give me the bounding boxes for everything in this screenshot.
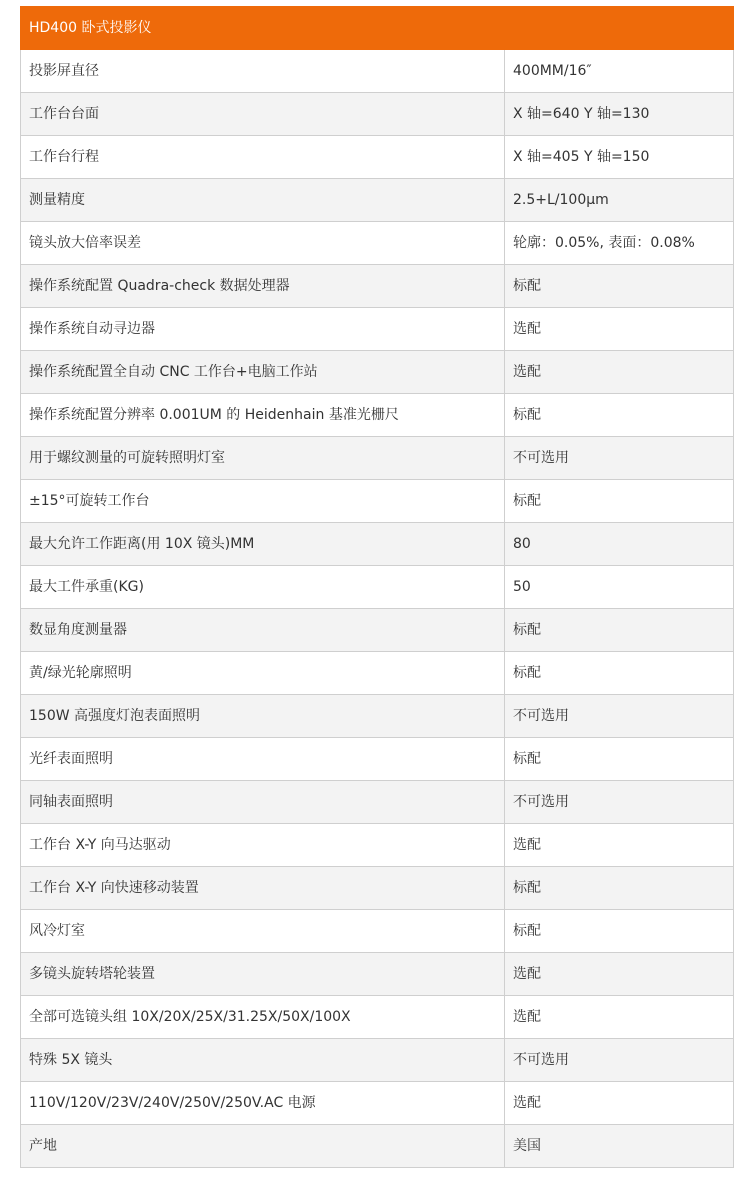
spec-value-cell: 标配: [505, 394, 734, 437]
table-row: [21, 996, 734, 1039]
spec-name-cell: 全部可选镜头组 10X/20X/25X/31.25X/50X/100X: [21, 996, 505, 1039]
spec-value-cell: X 轴=405 Y 轴=150: [505, 136, 734, 179]
spec-value-cell: 选配: [505, 1082, 734, 1125]
spec-value-cell: 标配: [505, 652, 734, 695]
spec-name-cell: 110V/120V/23V/240V/250V/250V.AC 电源: [21, 1082, 505, 1125]
spec-name-cell: 操作系统配置 Quadra-check 数据处理器: [21, 265, 505, 308]
spec-value-cell: 美国: [505, 1125, 734, 1168]
spec-value-cell: 选配: [505, 953, 734, 996]
table-row: [21, 437, 734, 480]
table-row: [21, 1125, 734, 1168]
spec-value-cell: 400MM/16″: [505, 50, 734, 93]
table-row: [21, 523, 734, 566]
table-header-row: [21, 7, 734, 50]
spec-value-cell: 标配: [505, 609, 734, 652]
table-row: [21, 781, 734, 824]
spec-name-cell: 投影屏直径: [21, 50, 505, 93]
table-row: [21, 308, 734, 351]
spec-name-cell: 风冷灯室: [21, 910, 505, 953]
spec-value-cell: 标配: [505, 480, 734, 523]
spec-value-cell: 选配: [505, 351, 734, 394]
spec-name-cell: 工作台行程: [21, 136, 505, 179]
spec-name-cell: 镜头放大倍率误差: [21, 222, 505, 265]
spec-name-cell: 特殊 5X 镜头: [21, 1039, 505, 1082]
spec-name-cell: 操作系统配置全自动 CNC 工作台+电脑工作站: [21, 351, 505, 394]
table-row: [21, 179, 734, 222]
spec-value-cell: 2.5+L/100μm: [505, 179, 734, 222]
spec-name-cell: 产地: [21, 1125, 505, 1168]
table-row: [21, 394, 734, 437]
spec-name-cell: 多镜头旋转塔轮装置: [21, 953, 505, 996]
spec-value-cell: 80: [505, 523, 734, 566]
spec-value-cell: 50: [505, 566, 734, 609]
table-row: [21, 351, 734, 394]
spec-name-cell: ±15°可旋转工作台: [21, 480, 505, 523]
spec-value-cell: 标配: [505, 910, 734, 953]
spec-value-cell: 不可选用: [505, 695, 734, 738]
spec-name-cell: 数显角度测量器: [21, 609, 505, 652]
table-row: [21, 652, 734, 695]
table-row: [21, 910, 734, 953]
table-title: HD400 卧式投影仪: [21, 7, 734, 50]
table-row: [21, 136, 734, 179]
spec-table: [20, 6, 734, 1168]
spec-value-cell: 选配: [505, 824, 734, 867]
table-row: [21, 50, 734, 93]
table-row: [21, 609, 734, 652]
spec-name-cell: 150W 高强度灯泡表面照明: [21, 695, 505, 738]
spec-name-cell: 工作台 X-Y 向马达驱动: [21, 824, 505, 867]
spec-value-cell: 标配: [505, 265, 734, 308]
spec-value-cell: 标配: [505, 867, 734, 910]
spec-name-cell: 最大允许工作距离(用 10X 镜头)MM: [21, 523, 505, 566]
table-row: [21, 1082, 734, 1125]
spec-table-body: [21, 7, 734, 1168]
spec-name-cell: 操作系统自动寻边器: [21, 308, 505, 351]
spec-name-cell: 操作系统配置分辨率 0.001UM 的 Heidenhain 基准光栅尺: [21, 394, 505, 437]
spec-value-cell: 选配: [505, 996, 734, 1039]
table-row: [21, 738, 734, 781]
spec-value-cell: 标配: [505, 738, 734, 781]
spec-value-cell: 不可选用: [505, 437, 734, 480]
spec-value-cell: 不可选用: [505, 781, 734, 824]
spec-name-cell: 黄/绿光轮廓照明: [21, 652, 505, 695]
spec-value-cell: 不可选用: [505, 1039, 734, 1082]
spec-value-cell: 轮廓：0.05%, 表面：0.08%: [505, 222, 734, 265]
spec-name-cell: 用于螺纹测量的可旋转照明灯室: [21, 437, 505, 480]
spec-name-cell: 工作台 X-Y 向快速移动装置: [21, 867, 505, 910]
spec-name-cell: 测量精度: [21, 179, 505, 222]
spec-value-cell: 选配: [505, 308, 734, 351]
table-row: [21, 824, 734, 867]
table-row: [21, 265, 734, 308]
spec-value-cell: X 轴=640 Y 轴=130: [505, 93, 734, 136]
table-row: [21, 695, 734, 738]
table-row: [21, 1039, 734, 1082]
spec-name-cell: 同轴表面照明: [21, 781, 505, 824]
table-row: [21, 480, 734, 523]
table-row: [21, 867, 734, 910]
table-row: [21, 953, 734, 996]
spec-name-cell: 光纤表面照明: [21, 738, 505, 781]
table-row: [21, 566, 734, 609]
spec-name-cell: 工作台台面: [21, 93, 505, 136]
table-row: [21, 93, 734, 136]
spec-name-cell: 最大工件承重(KG): [21, 566, 505, 609]
table-row: [21, 222, 734, 265]
